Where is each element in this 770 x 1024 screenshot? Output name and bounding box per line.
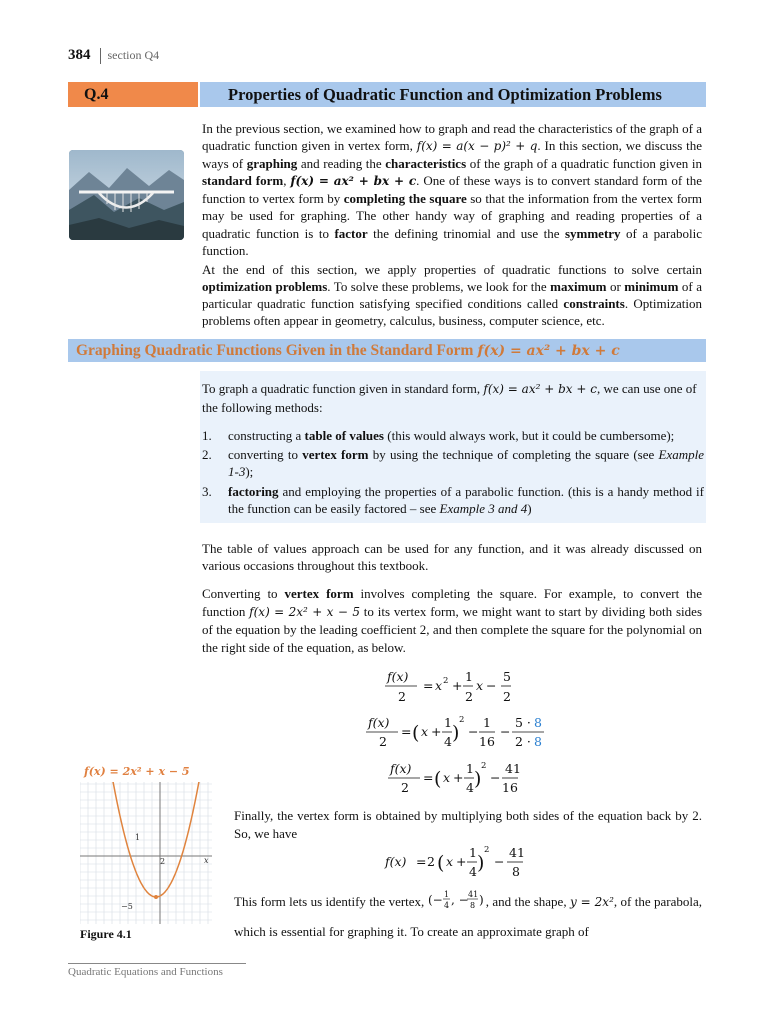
method-text: ); (245, 464, 254, 480)
vf-den-4: 4 (469, 864, 477, 879)
eq2-fx: f(x) (368, 715, 390, 730)
body-text: Finally, the vertex form is obtained by multiplying both sides of the equation back by 2. So, we have (234, 808, 702, 841)
intro-text: the defining trinomial and use the (367, 225, 565, 241)
eq2-plus: + (431, 724, 442, 739)
vf-den-8: 8 (512, 864, 520, 879)
vertex-close: ) (478, 893, 484, 907)
intro-text: . To solve these problems, we look for the (327, 279, 551, 295)
graphing-heading (68, 339, 706, 362)
method-item (202, 446, 704, 480)
vf-coef-2: 2 (427, 854, 435, 869)
page-number: 384 (68, 47, 91, 63)
eq2-num-1b: 1 (483, 715, 491, 730)
methods-intro-formula: f(x) = ax² + bx + c (483, 382, 597, 396)
vf-square: 2 (484, 845, 490, 855)
example-reference: Example 1-3 (228, 447, 704, 480)
intro-text: . One of these ways is to convert standard form of the function to vertex form by (202, 173, 703, 207)
section-number: Q.4 (84, 85, 109, 103)
vf-equals: = (416, 854, 427, 869)
figure-function-label: f(x) = 2x² + x − 5 (84, 765, 190, 778)
example-reference: Example 3 and 4 (439, 500, 528, 516)
header-divider (100, 48, 101, 64)
eq3-plus: + (453, 770, 464, 785)
term-minimum: minimum (624, 279, 679, 295)
intro-text: or (606, 279, 625, 295)
eq1-denominator: 2 (398, 689, 406, 704)
graphing-heading-formula: f(x) = ax² + bx + c (477, 342, 620, 359)
term-graphing: graphing (246, 156, 298, 172)
bridge-image-icon (69, 150, 184, 240)
vf-num-41: 41 (509, 845, 525, 860)
vertex-form-formula: f(x) = a(x − p)² + q (416, 139, 538, 154)
vertex-x-num: 1 (443, 890, 449, 899)
eq2-num-5dot: 5 · (515, 715, 531, 730)
vertex-form-equation (380, 838, 530, 888)
eq3-denominator: 2 (401, 780, 409, 795)
figure-caption: Figure 4.1 (80, 927, 132, 941)
eq3-rparen: ) (474, 768, 482, 790)
intro-text: so that the information from the vertex form may be used for graphing. The other handy way of graphing and reading properties of a quadratic function is to (202, 191, 702, 241)
intro-text: , (283, 173, 291, 189)
vertex-point (154, 895, 158, 899)
body-text: , of the parabola, which is essential for graphing it. To create an approximate graph of (234, 893, 702, 939)
eq3-lparen: ( (434, 768, 442, 790)
method-number: 2. (202, 447, 212, 463)
table-values-paragraph (202, 540, 702, 574)
term-factor: factor (334, 225, 368, 241)
term-constraints: constraints (563, 296, 625, 312)
method-number: 1. (202, 428, 212, 443)
eq1-num-5: 5 (503, 669, 511, 684)
eq2-den-2dot: 2 · (515, 734, 531, 749)
eq1-x-term: x (476, 678, 484, 693)
eq3-den-4: 4 (466, 780, 474, 795)
method-text: (this would always work, but it could be cumbersome); (384, 428, 675, 443)
completing-square-equations (355, 660, 555, 805)
intro-text: In the previous section, we examined how to graph and read the characteristics of the graph of a quadratic function given in vertex form, (202, 121, 702, 154)
term-vertex-form: vertex form (284, 586, 354, 601)
term-characteristics: characteristics (385, 156, 467, 172)
eq2-denominator: 2 (379, 734, 387, 749)
eq1-minus: − (486, 678, 497, 693)
section-title-bar (200, 82, 706, 107)
eq3-equals: = (423, 770, 434, 785)
vertex-form-paragraph (202, 585, 702, 657)
eq3-square: 2 (481, 761, 487, 771)
footer-text: Quadratic Equations and Functions (68, 966, 223, 978)
graphing-heading-text: Graphing Quadratic Functions Given in the Standard Form (76, 341, 474, 359)
eq2-minus-b: − (500, 724, 511, 739)
vf-plus: + (456, 854, 467, 869)
term-standard-form: standard form (202, 173, 284, 189)
method-item (202, 427, 704, 444)
eq1-square: 2 (443, 676, 449, 686)
body-text: to its vertex form, we might want to start by dividing both sides of the equation by the leading coefficient 2, and then complete the square for the polynomial on the right side of the equation, as below. (202, 604, 702, 655)
y-tick-1: 1 (135, 833, 141, 842)
eq1-den-2: 2 (465, 689, 473, 704)
eq2-num-8: 8 (534, 715, 542, 730)
intro-text: At the end of this section, we apply properties of quadratic functions to solve certain (202, 262, 702, 277)
method-term: table of values (304, 428, 384, 443)
intro-text: and reading the (297, 156, 386, 172)
methods-intro-text: , we can use one of the following methods: (202, 381, 697, 415)
body-text: involves completing the square. For example, to convert the function (202, 586, 703, 619)
intro-text: of a parabolic function. (202, 225, 703, 258)
standard-form-formula: f(x) = ax² + bx + c (290, 174, 417, 189)
intro-text: . Optimization problems often appear in geometry, calculus, business, computer science, etc. (202, 296, 702, 329)
term-maximum: maximum (550, 279, 607, 295)
eq2-equals: = (401, 724, 412, 739)
vertex-coordinates-formula (428, 887, 486, 911)
eq1-equals: = (423, 678, 434, 693)
graph-grid (80, 782, 212, 924)
vertex-coordinates (428, 887, 486, 919)
method-term: factoring (228, 483, 279, 499)
eq3-num-1: 1 (466, 761, 474, 776)
eq1-x: x (435, 678, 443, 693)
method-item (202, 483, 704, 517)
vf-num-1: 1 (469, 845, 477, 860)
x-axis-label: x (204, 856, 209, 865)
vertex-y-den: 8 (469, 901, 475, 910)
methods-list (202, 427, 704, 519)
page-header (68, 47, 159, 64)
body-text: This form lets us identify the vertex, (234, 893, 428, 909)
eq3-num-41: 41 (505, 761, 521, 776)
method-term: vertex form (302, 447, 369, 463)
bridge-photo (69, 150, 184, 240)
vf-x: x (446, 854, 454, 869)
eq3-minus: − (490, 770, 501, 785)
method-number: 3. (202, 483, 212, 499)
vf-fx: f(x) (385, 854, 407, 869)
vertex-sep: , − (450, 893, 469, 907)
section-number-bar (68, 82, 198, 107)
eq1-plus: + (452, 678, 463, 693)
body-text: The table of values approach can be used for any function, and it was already discussed on various occasions throughout this textbook. (202, 541, 702, 574)
intro-text: . In this section, we discuss the ways of (202, 138, 702, 172)
multiply-back-paragraph (234, 807, 702, 842)
intro-paragraph-2 (202, 261, 702, 329)
eq2-den-16: 16 (479, 734, 495, 749)
eq2-square: 2 (459, 715, 465, 725)
method-text: converting to (228, 447, 303, 463)
shape-formula: y = 2x² (569, 894, 614, 909)
eq2-minus: − (468, 724, 479, 739)
method-text: by using the technique of completing the square (see (368, 447, 659, 463)
example-function-formula: f(x) = 2x² + x − 5 (249, 605, 360, 619)
vertex-shape-paragraph (234, 887, 702, 944)
eq2-rparen: ) (452, 722, 460, 744)
term-optimization: optimization problems (202, 279, 328, 295)
vf-lparen: ( (437, 852, 445, 874)
eq3-x: x (443, 770, 451, 785)
method-text: and employing the properties of a parabolic function. (this is a handy method if the function can be easily factored – see (228, 483, 704, 516)
method-text: ) (527, 500, 532, 516)
body-text: Converting to (202, 586, 285, 601)
eq2-x: x (421, 724, 429, 739)
methods-intro-text: To graph a quadratic function given in standard form, (202, 381, 484, 396)
vertex-x-den: 4 (443, 901, 449, 910)
intro-text: of a particular quadratic function satisfying specified conditions called (202, 279, 702, 312)
x-tick-2: 2 (160, 857, 166, 866)
method-text: constructing a (228, 428, 305, 443)
methods-box (200, 371, 706, 523)
eq1-den-2b: 2 (503, 689, 511, 704)
eq2-lparen: ( (412, 722, 420, 744)
parabola-graph (80, 782, 212, 924)
eq3-den-16: 16 (502, 780, 518, 795)
intro-text: of the graph of a quadratic function given in (466, 156, 702, 172)
vertex-open: (− (427, 893, 443, 907)
eq2-den-8: 8 (534, 734, 542, 749)
vf-rparen: ) (477, 852, 485, 874)
methods-intro (202, 380, 702, 416)
eq1-num-1: 1 (465, 669, 473, 684)
intro-paragraph-1 (202, 120, 702, 259)
eq1-fx: f(x) (387, 669, 409, 684)
eq3-fx: f(x) (390, 761, 412, 776)
body-text: , and the shape, (485, 893, 570, 909)
footer-rule (68, 963, 246, 964)
y-tick-neg-5: −5 (121, 902, 133, 911)
eq2-num-1: 1 (444, 715, 452, 730)
section-label: section Q4 (107, 48, 160, 62)
term-completing-square: completing the square (343, 191, 467, 207)
section-title: Properties of Quadratic Function and Optimization Problems (228, 84, 662, 104)
vf-minus: − (494, 854, 505, 869)
vertex-y-num: 41 (467, 890, 478, 899)
term-symmetry: symmetry (564, 225, 621, 241)
eq2-den-4: 4 (444, 734, 452, 749)
